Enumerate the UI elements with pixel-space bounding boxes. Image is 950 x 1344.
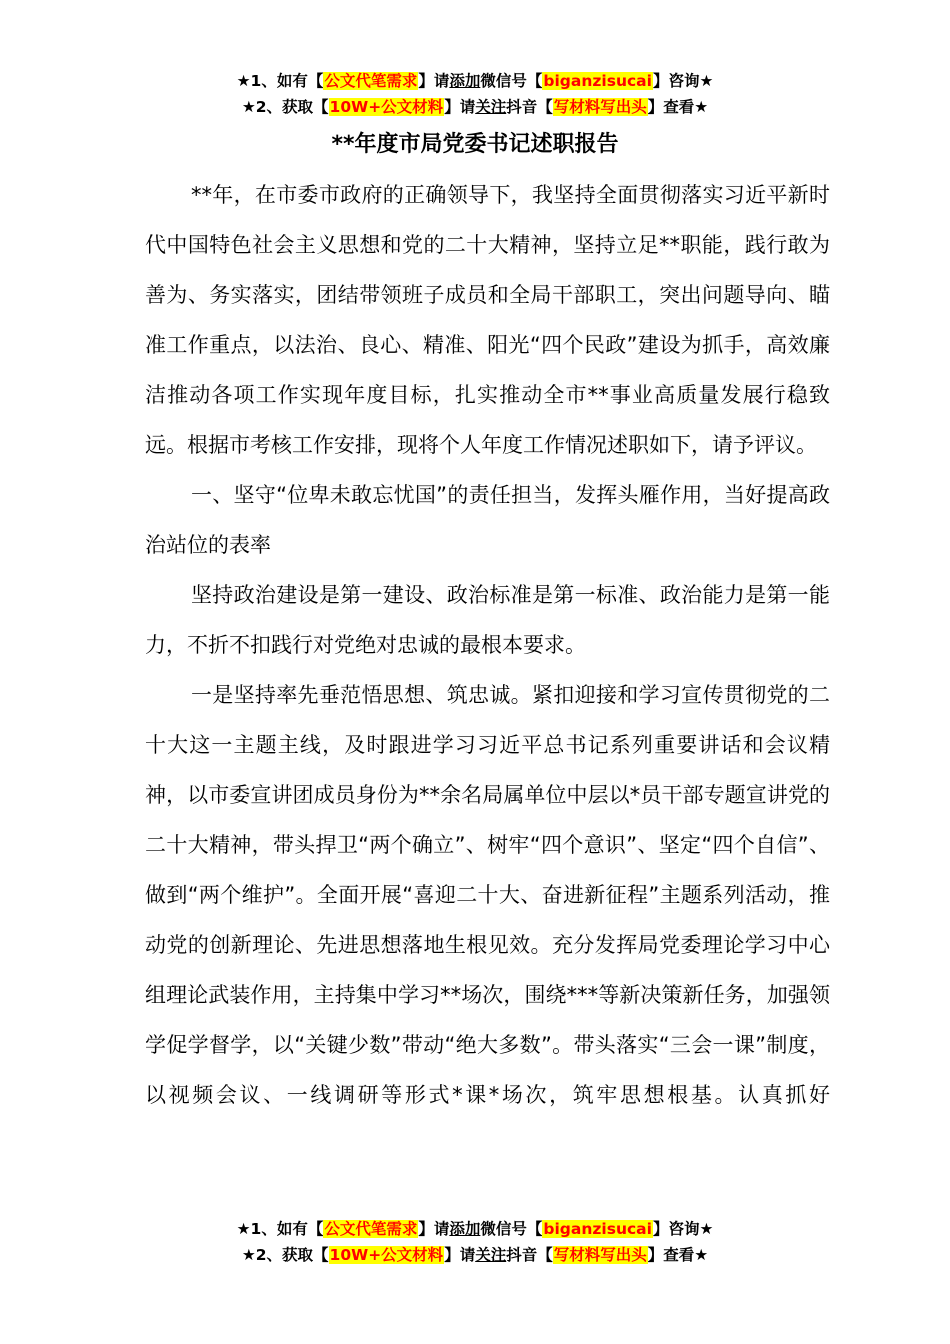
promo-line-2 (0, 94, 950, 120)
promo-text: 】请 (418, 72, 450, 90)
promo-text: 微信号【 (480, 1220, 543, 1238)
promo-banner-top (0, 68, 950, 120)
highlight-text: 公文代笔需求 (324, 72, 418, 90)
underlined-text: 添加 (449, 72, 481, 90)
promo-text: ★2、获取【 (241, 1246, 329, 1264)
document-title: **年度市局党委书记述职报告 (331, 132, 619, 157)
highlight-text: 10W+公文材料 (329, 1246, 444, 1264)
promo-line-1 (0, 68, 950, 94)
wechat-id-highlight: biganzisucai (543, 72, 652, 90)
promo-text: 微信号【 (480, 72, 543, 90)
promo-text: 抖音【 (506, 1246, 553, 1264)
highlight-text: 公文代笔需求 (324, 1220, 418, 1238)
douyin-id-highlight: 写材料写出头 (553, 1246, 647, 1264)
promo-text: 】咨询★ (652, 72, 714, 90)
promo-text: 】请 (444, 1246, 476, 1264)
promo-text: ★1、如有【 (236, 1220, 324, 1238)
paragraph-point-1: 一是坚持率先垂范悟思想、筑忠诚。紧扣迎接和学习宣传贯彻党的二十大这一主题主线，及时跟进学习习近平总书记系列重要讲话和会议精神，以市委宣讲团成员身份为**余名局属单位中层以*员干部专题宣讲党的二十大精神，带头捍卫“两个确立”、树牢“四个意识”、坚定“四个自信”、做到“两个维护”。全面开展“喜迎二十大、奋进新征程”主题系列活动，推动党的创新理论、先进思想落地生根见效。充分发挥局党委理论学习中心组理论武装作用，主持集中学习**场次，围绕***等新决策新任务，加强领学促学督学，以“关键少数”带动“绝大多数”。带头落实“三会一课”制度，以视频会议、一线调研等形式*课*场次，筑牢思想根基。认真抓好 (145, 683, 830, 1107)
promo-line-2 (0, 1242, 950, 1268)
paragraph-intro: **年，在市委市政府的正确领导下，我坚持全面贯彻落实习近平新时代中国特色社会主义思想和党的二十大精神，坚持立足**职能，践行敢为善为、务实落实，团结带领班子成员和全局干部职工，突出问题导向、瞄准工作重点，以法治、良心、精准、阳光“四个民政”建设为抓手，高效廉洁推动各项工作实现年度目标，扎实推动全市**事业高质量发展行稳致远。根据市考核工作安排，现将个人年度工作情况述职如下，请予评议。 (145, 183, 830, 457)
promo-text: 】查看★ (647, 1246, 709, 1264)
wechat-id-highlight: biganzisucai (543, 1220, 652, 1238)
underlined-text: 添加 (449, 1220, 481, 1238)
section-heading-1: 一、坚守“位卑未敢忘忧国”的责任担当，发挥头雁作用，当好提高政治站位的表率 (145, 483, 830, 557)
douyin-id-highlight: 写材料写出头 (553, 98, 647, 116)
underlined-text: 关注 (475, 98, 507, 116)
promo-text: ★1、如有【 (236, 72, 324, 90)
promo-banner-bottom (0, 1216, 950, 1268)
paragraph-section-1-lead: 坚持政治建设是第一建设、政治标准是第一标准、政治能力是第一能力，不折不扣践行对党绝对忠诚的最根本要求。 (145, 583, 830, 657)
promo-text: 】请 (444, 98, 476, 116)
promo-text: 】查看★ (647, 98, 709, 116)
promo-text: 】咨询★ (652, 1220, 714, 1238)
promo-text: ★2、获取【 (241, 98, 329, 116)
document-body (145, 170, 830, 1107)
highlight-text: 10W+公文材料 (329, 98, 444, 116)
promo-text: 】请 (418, 1220, 450, 1238)
promo-line-1 (0, 1216, 950, 1242)
promo-text: 抖音【 (506, 98, 553, 116)
underlined-text: 关注 (475, 1246, 507, 1264)
